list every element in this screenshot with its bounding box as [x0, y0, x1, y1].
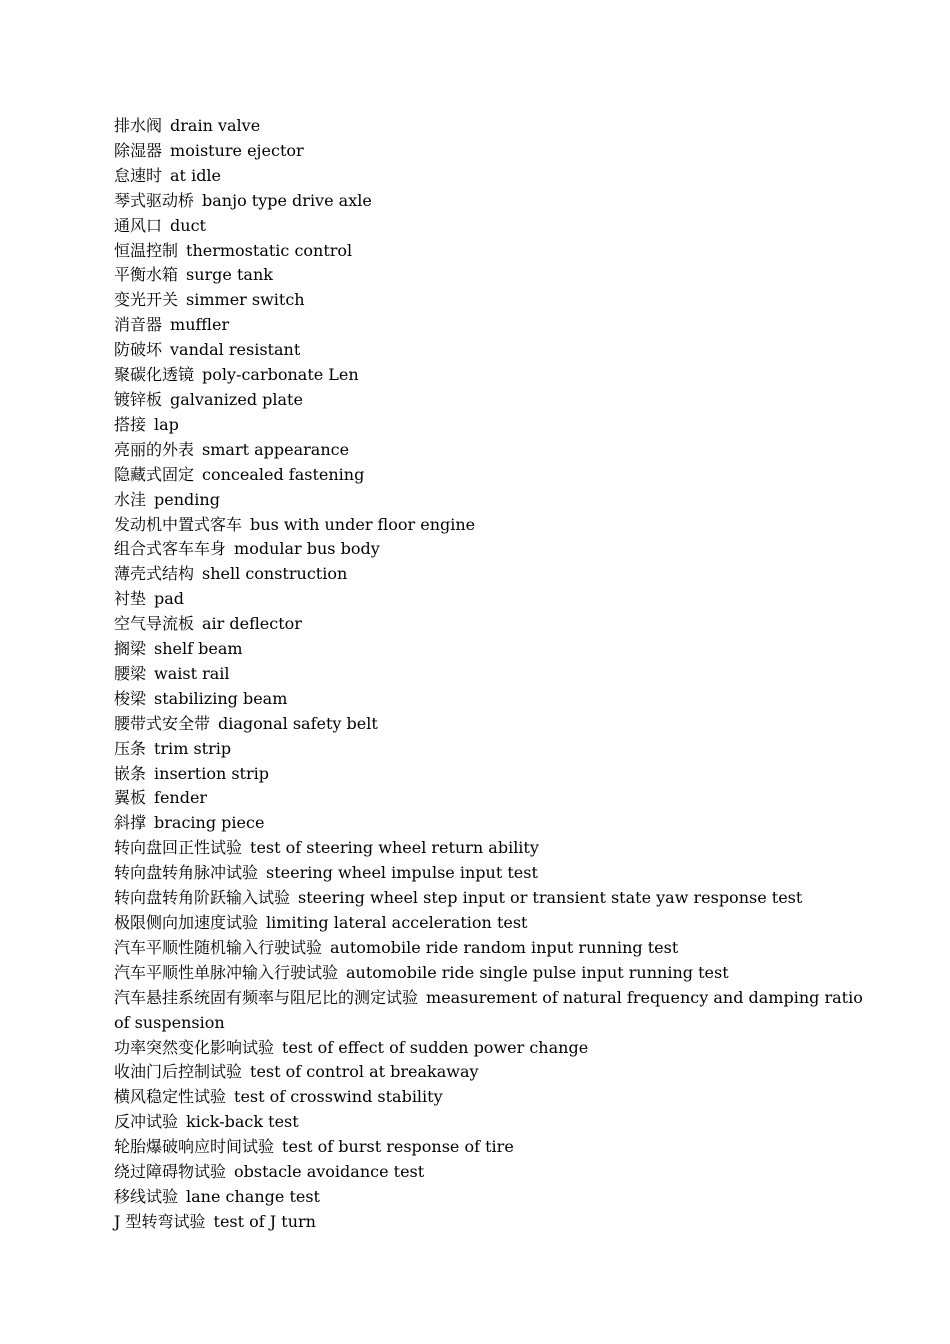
term-english: modular bus body	[234, 539, 380, 559]
term-chinese: 搁梁	[114, 639, 147, 659]
glossary-entry	[114, 164, 866, 189]
term-english: test of burst response of tire	[282, 1137, 514, 1157]
term-english: bus with under floor engine	[250, 514, 476, 534]
term-chinese: 反冲试验	[114, 1112, 179, 1132]
term-chinese: 收油门后控制试验	[114, 1062, 243, 1082]
term-chinese: 绕过障碍物试验	[114, 1162, 227, 1182]
term-english: pending	[154, 489, 220, 509]
glossary-entry	[114, 612, 866, 637]
term-english: banjo type drive axle	[202, 190, 372, 210]
term-english: lane change test	[186, 1186, 320, 1206]
term-chinese: 汽车平顺性单脉冲输入行驶试验	[114, 962, 339, 982]
term-chinese: 压条	[114, 738, 147, 758]
term-english: shelf beam	[154, 639, 243, 659]
term-chinese: 汽车悬挂系统固有频率与阻尼比的测定试验	[114, 987, 419, 1007]
term-chinese: 通风口	[114, 215, 163, 235]
term-english: drain valve	[170, 116, 261, 135]
term-english: smart appearance	[202, 439, 350, 459]
term-english: steering wheel step input or transient state yaw response test	[298, 888, 803, 908]
glossary-entry	[114, 961, 866, 986]
term-english: concealed fastening	[202, 464, 365, 484]
term-chinese: 发动机中置式客车	[114, 514, 243, 534]
glossary-entry	[114, 438, 866, 463]
term-chinese: 水洼	[114, 489, 147, 509]
term-chinese: 空气导流板	[114, 614, 195, 634]
glossary-entry	[114, 587, 866, 612]
glossary-entry	[114, 911, 866, 936]
glossary-entry	[114, 139, 866, 164]
term-english: test of J turn	[213, 1211, 316, 1231]
glossary-entry	[114, 712, 866, 737]
term-chinese: 梭梁	[114, 688, 147, 708]
glossary-entry	[114, 239, 866, 264]
glossary-entry	[114, 413, 866, 438]
term-chinese: 汽车平顺性随机输入行驶试验	[114, 937, 323, 957]
glossary-entry	[114, 786, 866, 811]
term-english: galvanized plate	[170, 389, 303, 409]
term-chinese: 转向盘回正性试验	[114, 838, 243, 858]
term-english: steering wheel impulse input test	[266, 863, 538, 883]
term-chinese: 隐藏式固定	[114, 464, 195, 484]
term-english: fender	[154, 788, 208, 808]
term-english: vandal resistant	[170, 340, 301, 360]
glossary-entry	[114, 1085, 866, 1110]
term-chinese: 斜撑	[114, 813, 147, 833]
glossary-entry	[114, 537, 866, 562]
glossary-entry	[114, 189, 866, 214]
term-chinese: 功率突然变化影响试验	[114, 1037, 275, 1057]
term-english: simmer switch	[186, 290, 305, 310]
term-chinese: 除湿器	[114, 140, 163, 160]
glossary-entry	[114, 1210, 866, 1235]
term-english: shell construction	[202, 564, 348, 584]
glossary-entry	[114, 363, 866, 388]
term-chinese: 变光开关	[114, 290, 179, 310]
term-english: air deflector	[202, 614, 302, 634]
term-english: stabilizing beam	[154, 688, 288, 708]
term-english: at idle	[170, 165, 222, 185]
term-english: test of control at breakaway	[250, 1062, 479, 1082]
term-chinese: 衬垫	[114, 589, 147, 609]
term-english: test of steering wheel return ability	[250, 838, 539, 858]
glossary-list	[114, 114, 866, 1235]
term-chinese: 腰梁	[114, 663, 147, 683]
glossary-entry	[114, 1185, 866, 1210]
term-english: thermostatic control	[186, 240, 353, 260]
term-chinese: 防破坏	[114, 340, 163, 360]
term-chinese: 极限侧向加速度试验	[114, 913, 259, 932]
term-english: automobile ride random input running test	[330, 937, 679, 957]
glossary-entry	[114, 986, 866, 1036]
glossary-entry	[114, 762, 866, 787]
glossary-entry	[114, 637, 866, 662]
glossary-entry	[114, 737, 866, 762]
glossary-entry	[114, 1135, 866, 1160]
term-chinese: 怠速时	[114, 165, 163, 185]
glossary-entry	[114, 562, 866, 587]
term-english: duct	[170, 215, 206, 235]
glossary-entry	[114, 114, 866, 139]
term-chinese: 消音器	[114, 315, 163, 335]
term-english: test of crosswind stability	[234, 1087, 443, 1107]
term-chinese: 转向盘转角阶跃输入试验	[114, 888, 291, 908]
term-chinese: 聚碳化透镜	[114, 365, 195, 385]
term-chinese: 平衡水箱	[114, 265, 179, 285]
glossary-entry	[114, 936, 866, 961]
glossary-entry	[114, 263, 866, 288]
term-english: insertion strip	[154, 763, 269, 783]
term-chinese: 亮丽的外表	[114, 439, 195, 459]
term-chinese: 组合式客车车身	[114, 539, 227, 559]
glossary-entry	[114, 1060, 866, 1085]
term-chinese: 腰带式安全带	[114, 713, 211, 733]
term-chinese: 翼板	[114, 788, 147, 808]
term-english: automobile ride single pulse input running test	[346, 962, 729, 982]
glossary-entry	[114, 687, 866, 712]
glossary-entry	[114, 313, 866, 338]
term-english: poly-carbonate Len	[202, 365, 359, 385]
term-english: bracing piece	[154, 813, 265, 833]
term-chinese: 排水阀	[114, 116, 163, 135]
term-english: test of effect of sudden power change	[282, 1037, 589, 1057]
term-chinese: 镀锌板	[114, 389, 163, 409]
glossary-entry	[114, 1110, 866, 1135]
term-chinese: J 型转弯试验	[114, 1211, 206, 1231]
glossary-entry	[114, 214, 866, 239]
glossary-entry	[114, 338, 866, 363]
glossary-entry	[114, 1160, 866, 1185]
term-english: trim strip	[154, 738, 232, 758]
glossary-entry	[114, 1036, 866, 1061]
glossary-entry	[114, 513, 866, 538]
term-english: surge tank	[186, 265, 273, 285]
term-english: moisture ejector	[170, 140, 304, 160]
term-chinese: 横风稳定性试验	[114, 1087, 227, 1107]
term-chinese: 嵌条	[114, 763, 147, 783]
glossary-entry	[114, 861, 866, 886]
term-chinese: 轮胎爆破响应时间试验	[114, 1137, 275, 1157]
term-chinese: 搭接	[114, 414, 147, 434]
glossary-entry	[114, 488, 866, 513]
glossary-entry	[114, 463, 866, 488]
glossary-entry	[114, 388, 866, 413]
term-chinese: 薄壳式结构	[114, 564, 195, 584]
term-chinese: 琴式驱动桥	[114, 190, 195, 210]
term-english: obstacle avoidance test	[234, 1162, 425, 1182]
term-english: pad	[154, 589, 185, 609]
glossary-entry	[114, 662, 866, 687]
glossary-entry	[114, 886, 866, 911]
term-english: waist rail	[154, 663, 230, 683]
glossary-entry	[114, 836, 866, 861]
term-english: muffler	[170, 315, 230, 335]
term-chinese: 恒温控制	[114, 240, 179, 260]
term-english: lap	[154, 414, 179, 434]
glossary-entry	[114, 811, 866, 836]
term-english: diagonal safety belt	[218, 713, 378, 733]
term-chinese: 转向盘转角脉冲试验	[114, 863, 259, 883]
glossary-entry	[114, 288, 866, 313]
term-english: limiting lateral acceleration test	[266, 913, 528, 932]
term-english: measurement of natural frequency and damping ratio of suspension	[114, 987, 863, 1032]
term-english: kick-back test	[186, 1112, 299, 1132]
term-chinese: 移线试验	[114, 1186, 179, 1206]
